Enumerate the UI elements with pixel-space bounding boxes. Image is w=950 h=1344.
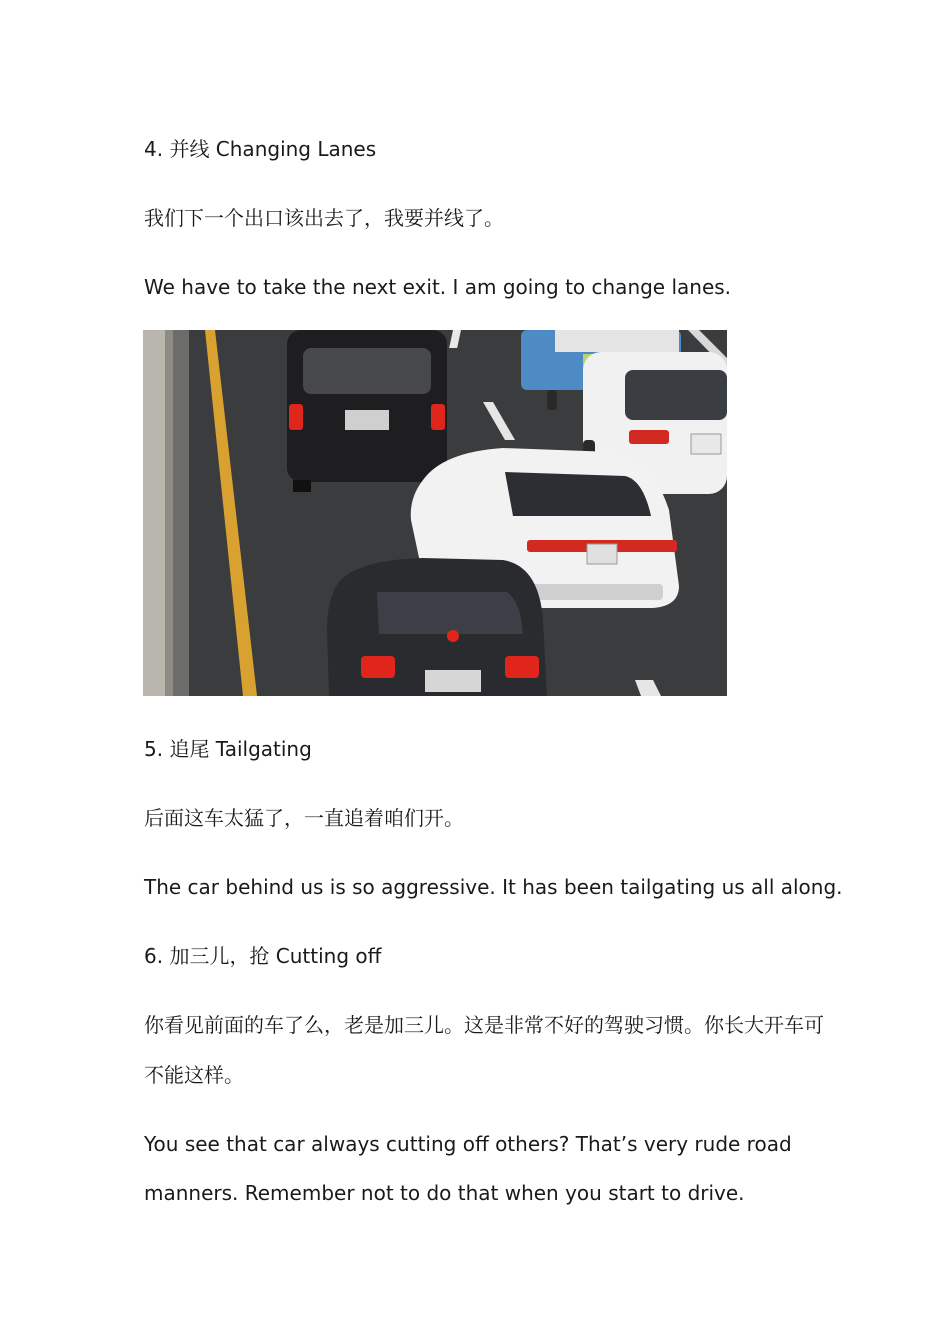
section-4-chinese-text: 我们下一个出口该出去了，我要并线了。 (144, 206, 504, 230)
section-4-heading: 4. 并线 Changing Lanes (144, 137, 377, 161)
traffic-photo (143, 330, 727, 696)
section-5-chinese-text: 后面这车太猛了，一直追着咱们开。 (144, 806, 464, 830)
section-6-english-text-line-1: You see that car always cutting off others? That’s very rude road (144, 1132, 792, 1156)
section-6-english-text-line-2: manners. Remember not to do that when you start to drive. (144, 1181, 745, 1205)
section-6-chinese-text-line-2: 不能这样。 (144, 1063, 244, 1087)
section-5-english-text: The car behind us is so aggressive. It has been tailgating us all along. (144, 875, 843, 899)
section-6-chinese-text-line-1: 你看见前面的车了么，老是加三儿。这是非常不好的驾驶习惯。你长大开车可 (144, 1013, 824, 1037)
section-4-english-text: We have to take the next exit. I am going to change lanes. (144, 275, 732, 299)
section-5-heading: 5. 追尾 Tailgating (144, 737, 312, 761)
section-6-heading: 6. 加三儿，抢 Cutting off (144, 944, 382, 968)
